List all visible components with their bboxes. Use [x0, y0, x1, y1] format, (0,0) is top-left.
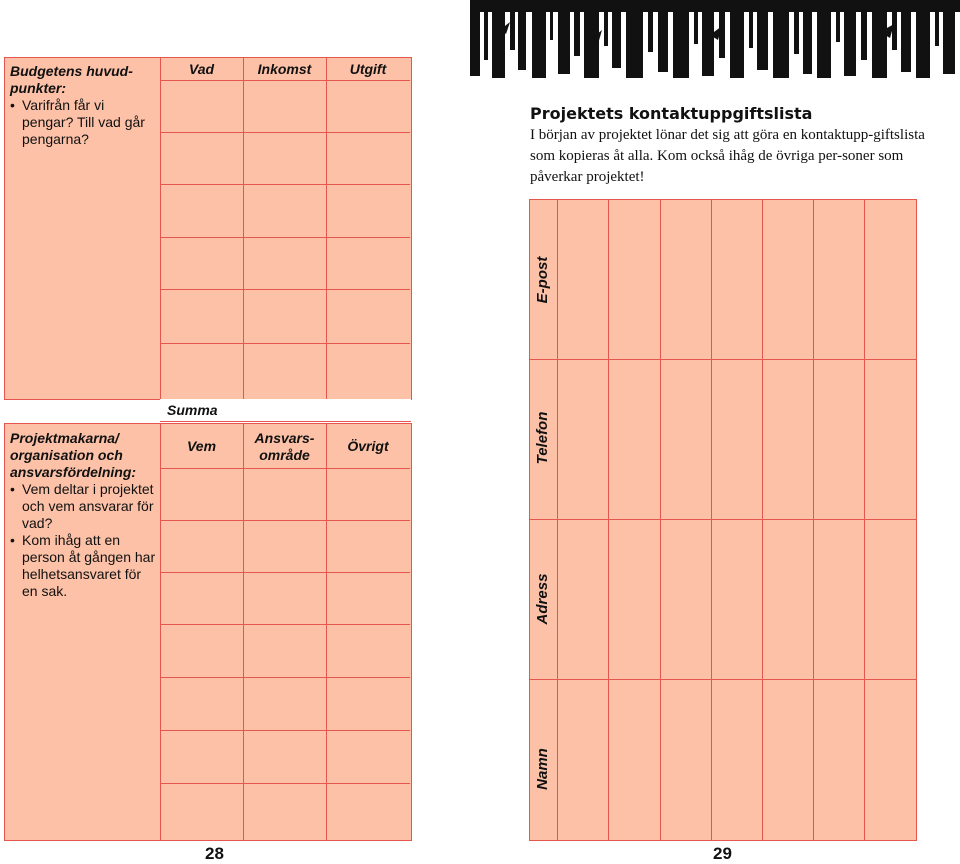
- budget-divider: [243, 57, 244, 399]
- org-divider: [160, 423, 161, 840]
- column-header-namn: Namn: [534, 748, 551, 790]
- org-row-line: [160, 677, 410, 678]
- forest-silhouette-icon: [470, 0, 960, 78]
- sum-row-line: [160, 421, 411, 422]
- budget-divider: [160, 57, 161, 399]
- org-divider: [326, 423, 327, 840]
- column-header-vad: Vad: [188, 61, 215, 77]
- page-number-left: 28: [205, 844, 224, 863]
- budget-row-line: [160, 343, 410, 344]
- org-divider: [243, 423, 244, 840]
- contact-list-table: [529, 199, 917, 841]
- column-header-utgift: Utgift: [349, 61, 387, 77]
- budget-row-line: [160, 289, 410, 290]
- organisation-title: Projektmakarna/ organisation och ansvarsfördelning:: [10, 430, 137, 480]
- column-header-adress: Adress: [534, 573, 551, 625]
- budget-bullet: • Varifrån får vi pengar? Till vad går pengarna?: [10, 97, 156, 148]
- org-row-line: [160, 730, 410, 731]
- column-header-ansvarsomrade: Ansvars-område: [254, 430, 315, 463]
- org-row-line: [160, 624, 410, 625]
- org-row-line: [160, 783, 410, 784]
- organisation-notes: [10, 430, 156, 600]
- page-number-right: 29: [713, 844, 732, 863]
- page-title: Projektets kontaktuppgiftslista: [530, 104, 813, 123]
- intro-text: I början av projektet lönar det sig att göra en kontaktupp-giftslista som kopieras åt alla. Kom också ihåg de övriga per-soner som påverkar projektet!: [530, 127, 925, 185]
- organisation-bullet: • Kom ihåg att en person åt gången har helhetsansvaret för en sak.: [10, 532, 156, 600]
- column-header-telefon: Telefon: [534, 411, 551, 465]
- org-row-line: [160, 468, 410, 469]
- column-header-inkomst: Inkomst: [257, 61, 312, 77]
- sum-label: Summa: [167, 402, 218, 418]
- contact-section-line: [529, 519, 917, 520]
- budget-notes: [10, 63, 156, 148]
- org-row-line: [160, 572, 410, 573]
- organisation-bullet: • Vem deltar i projektet och vem ansvarar för vad?: [10, 481, 156, 532]
- contact-section-line: [529, 359, 917, 360]
- budget-row-line: [160, 80, 410, 81]
- budget-divider: [326, 57, 327, 399]
- column-header-ovrigt: Övrigt: [347, 438, 389, 454]
- org-row-line: [160, 520, 410, 521]
- column-header-vem: Vem: [186, 438, 217, 454]
- budget-row-line: [160, 184, 410, 185]
- column-header-epost: E-post: [534, 256, 551, 304]
- contact-section-line: [529, 679, 917, 680]
- budget-row-line: [160, 237, 410, 238]
- budget-title: Budgetens huvud-punkter:: [10, 63, 133, 96]
- budget-row-line: [160, 132, 410, 133]
